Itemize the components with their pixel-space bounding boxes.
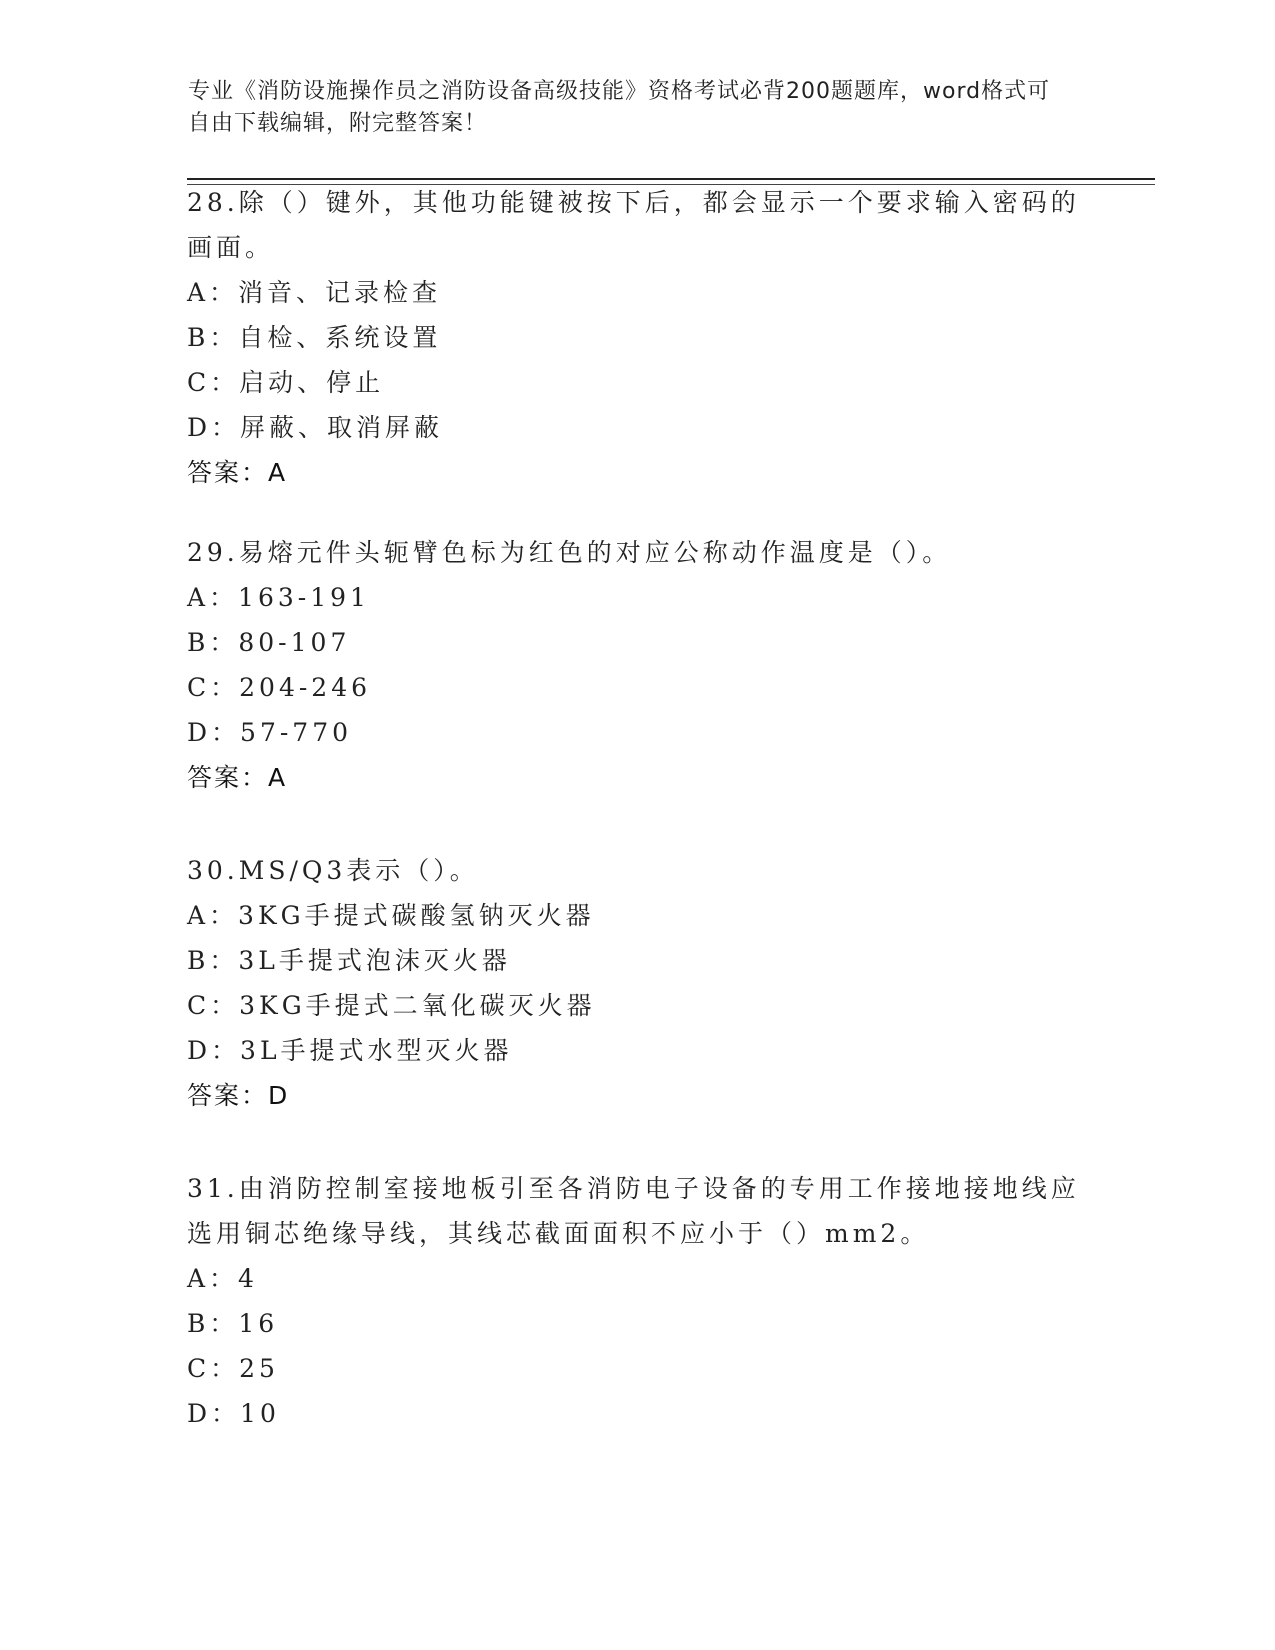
option-c: C：启动、停止	[187, 368, 385, 397]
answer: 答案：A	[187, 458, 288, 487]
answer: 答案：A	[187, 763, 288, 792]
option-d: D：3L手提式水型灭火器	[187, 1036, 513, 1065]
option-b: B：自检、系统设置	[187, 323, 442, 352]
document-header: 专业《消防设施操作员之消防设备高级技能》资格考试必背200题题库，word格式可自由下载编辑，附完整答案！	[188, 79, 1051, 136]
question-stem: 28.除（）键外，其他功能键被按下后，都会显示一个要求输入密码的画面。	[187, 188, 1080, 262]
question-31	[187, 1166, 1087, 1436]
option-d: D：57-770	[187, 718, 353, 747]
question-28	[187, 180, 1087, 495]
question-stem: 30.MS/Q3表示（）。	[187, 856, 479, 885]
question-stem: 29.易熔元件头轭臂色标为红色的对应公称动作温度是（）。	[187, 538, 952, 567]
option-b: B：80-107	[187, 628, 351, 657]
option-b: B：16	[187, 1309, 279, 1338]
option-c: C：204-246	[187, 673, 372, 702]
option-a: A：3KG手提式碳酸氢钠灭火器	[187, 901, 595, 930]
question-30	[187, 848, 1087, 1118]
option-a: A：4	[187, 1264, 258, 1293]
option-a: A：消音、记录检查	[187, 278, 442, 307]
option-d: D：10	[187, 1399, 280, 1428]
answer: 答案：D	[187, 1081, 290, 1110]
question-stem: 31.由消防控制室接地板引至各消防电子设备的专用工作接地接地线应选用铜芯绝缘导线，其线芯截面面积不应小于（）mm2。	[187, 1174, 1080, 1248]
option-d: D：屏蔽、取消屏蔽	[187, 413, 444, 442]
option-c: C：25	[187, 1354, 279, 1383]
question-29	[187, 530, 1087, 800]
option-a: A：163-191	[187, 583, 370, 612]
option-c: C：3KG手提式二氧化碳灭火器	[187, 991, 596, 1020]
option-b: B：3L手提式泡沫灭火器	[187, 946, 511, 975]
